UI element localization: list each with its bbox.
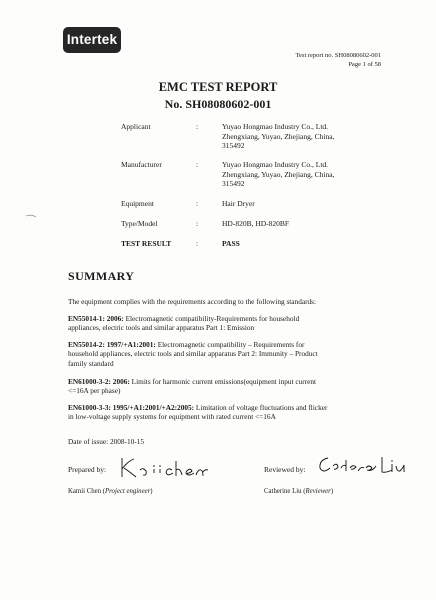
standard-text: in low-voltage supply systems for equipment with rated current <=16A [68,412,276,422]
standard-en61000-3-3 [68,403,380,422]
role-text: Reviewer [305,488,331,495]
type-model-colon: : [196,219,199,228]
header-report-number: Test report no. SH08080602-001 [295,52,381,59]
standard-code: EN55014-2: 1997/+A1:2001: [68,340,156,349]
role-text: Project engineer [105,488,151,495]
manufacturer-line: Zhengxiang, Yuyao, Zhejiang, China, [222,169,335,179]
standard-en55014-1 [68,314,380,333]
prepared-signature [116,455,228,481]
intertek-logo: Intertek [63,27,121,53]
standard-text: Limits for harmonic current emissions(equipment input current [129,377,317,386]
standard-text: household appliances, electric tools and similar apparatus Part 2: Immunity – Product [68,349,318,359]
reviewed-signature [316,452,416,480]
page-header [296,52,381,69]
applicant-line: 315492 [222,141,245,150]
date-of-issue: Date of issue: 2008-10-15 [68,437,144,446]
type-model-label: Type/Model [121,219,158,228]
equipment-label: Equipment [121,199,154,208]
standard-text: family standard [68,358,114,368]
applicant-label: Applicant [121,122,151,131]
equipment-value: Hair Dryer [222,199,255,208]
standard-code: EN55014-1: 2006: [68,314,124,323]
test-result-label: TEST RESULT [121,239,172,248]
test-result-value: PASS [222,239,240,248]
reviewed-by-name: Catherine Liu (Reviewer) [264,488,334,495]
standard-code: EN61000-3-2: 2006: [68,377,130,386]
summary-heading: SUMMARY [68,269,135,283]
standard-text: appliances, electric tools and similar apparatus Part 1: Emission [68,323,255,333]
standard-en61000-3-2 [68,377,380,396]
header-page-number: Page 1 of 58 [348,60,381,68]
reviewed-by-label: Reviewed by: [264,465,306,474]
standard-en55014-2 [68,340,380,368]
standard-code: EN61000-3-3: 1995/+A1:2001/+A2:2005: [68,403,195,412]
summary-intro: The equipment complies with the requirements according to the following standards: [68,297,317,306]
name-text: Catherine Liu [264,488,302,495]
manufacturer-label: Manufacturer [121,160,162,169]
manufacturer-line: 315492 [222,179,245,188]
type-model-value: HD-820B, HD-820BF [222,219,290,228]
applicant-colon: : [196,122,199,131]
scan-mark [26,214,36,218]
manufacturer-colon: : [196,160,199,169]
test-result-colon: : [196,239,199,248]
prepared-by-name: Kamii Chen (Project engineer) [68,488,153,495]
applicant-line: Yuyao Hongmao Industry Co., Ltd. [222,122,329,131]
standard-text: Electromagnetic compatibility-Requirements for household [123,314,300,323]
applicant-line: Zhengxiang, Yuyao, Zhejiang, China, [222,131,335,141]
report-number: No. SH08080602-001 [164,97,272,111]
standard-text: Limitation of voltage fluctuations and flicker [194,403,328,412]
standard-text: <=16A per phase) [68,386,121,396]
report-title: EMC TEST REPORT [158,80,278,94]
manufacturer-value [222,160,334,189]
applicant-value [222,122,334,151]
name-text: Kamii Chen [68,488,102,495]
prepared-by-label: Prepared by: [68,465,107,474]
manufacturer-line: Yuyao Hongmao Industry Co., Ltd. [222,160,329,169]
equipment-colon: : [196,199,199,208]
standard-text: Electromagnetic compatibility – Requirements for [155,340,305,349]
